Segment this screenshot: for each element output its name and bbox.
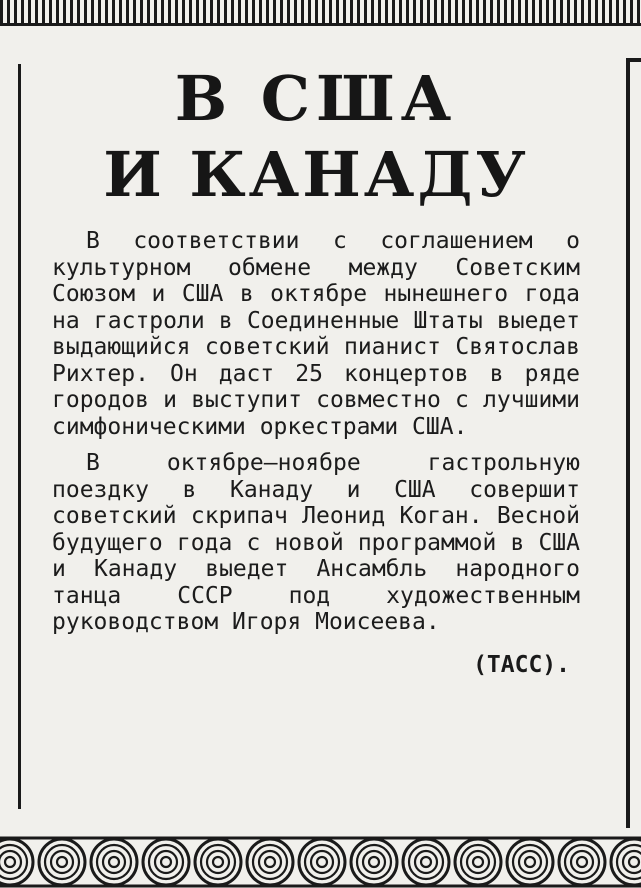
ornament-ring xyxy=(577,857,587,867)
right-column-frame xyxy=(626,58,641,828)
ornament-ring xyxy=(155,851,177,873)
top-border-rule xyxy=(0,0,641,26)
article-paragraph-1: В соответствии с соглашением о культурном обмене между Советским Союзом и США в октябре нынешнего года на гастроли в Соединенные Штаты выедет выдающийся советский пианист Святослав Рихтер. Он даст 25 концертов в ряде городов и выступит совместно с лучшими симфоническими оркестрами США. xyxy=(52,228,580,440)
ornament-ring xyxy=(525,857,535,867)
ornament-ring xyxy=(5,857,15,867)
ornament-ring xyxy=(473,857,483,867)
ornament-ring xyxy=(519,851,541,873)
left-column-rule xyxy=(18,64,21,809)
ornament-ring xyxy=(103,851,125,873)
ornament-rings-icon xyxy=(0,836,641,888)
article-headline xyxy=(52,62,580,214)
ornament-ring xyxy=(0,851,21,873)
ornament-ring xyxy=(317,857,327,867)
ornament-ring xyxy=(109,857,119,867)
ornament-ring xyxy=(363,851,385,873)
ornament-ring xyxy=(57,857,67,867)
ornament-ring xyxy=(421,857,431,867)
ornament-ring xyxy=(311,851,333,873)
ornament-ring xyxy=(571,851,593,873)
ornament-ring xyxy=(161,857,171,867)
headline-line-2: И КАНАДУ xyxy=(103,138,529,211)
ornament-ring xyxy=(265,857,275,867)
article-source: (ТАСС). xyxy=(473,651,570,678)
ornament-ring xyxy=(259,851,281,873)
article-paragraph-2: В октябре—ноябре гастрольную поездку в Канаду и США совершит советский скрипач Леонид Коган. Весной будущего года с новой программой в США и Канаду выедет Ансамбль народного танца СССР под художественным руководством Игоря Моисеева. xyxy=(52,450,580,635)
decorative-border-ornament xyxy=(0,836,641,888)
ornament-ring xyxy=(213,857,223,867)
headline-line-1: В США xyxy=(174,62,458,135)
ornament-ring xyxy=(415,851,437,873)
ornament-ring xyxy=(369,857,379,867)
ornament-ring xyxy=(629,857,639,867)
ornament-ring xyxy=(467,851,489,873)
news-article xyxy=(52,62,580,678)
ornament-ring xyxy=(51,851,73,873)
ornament-ring xyxy=(207,851,229,873)
article-body xyxy=(52,228,580,636)
